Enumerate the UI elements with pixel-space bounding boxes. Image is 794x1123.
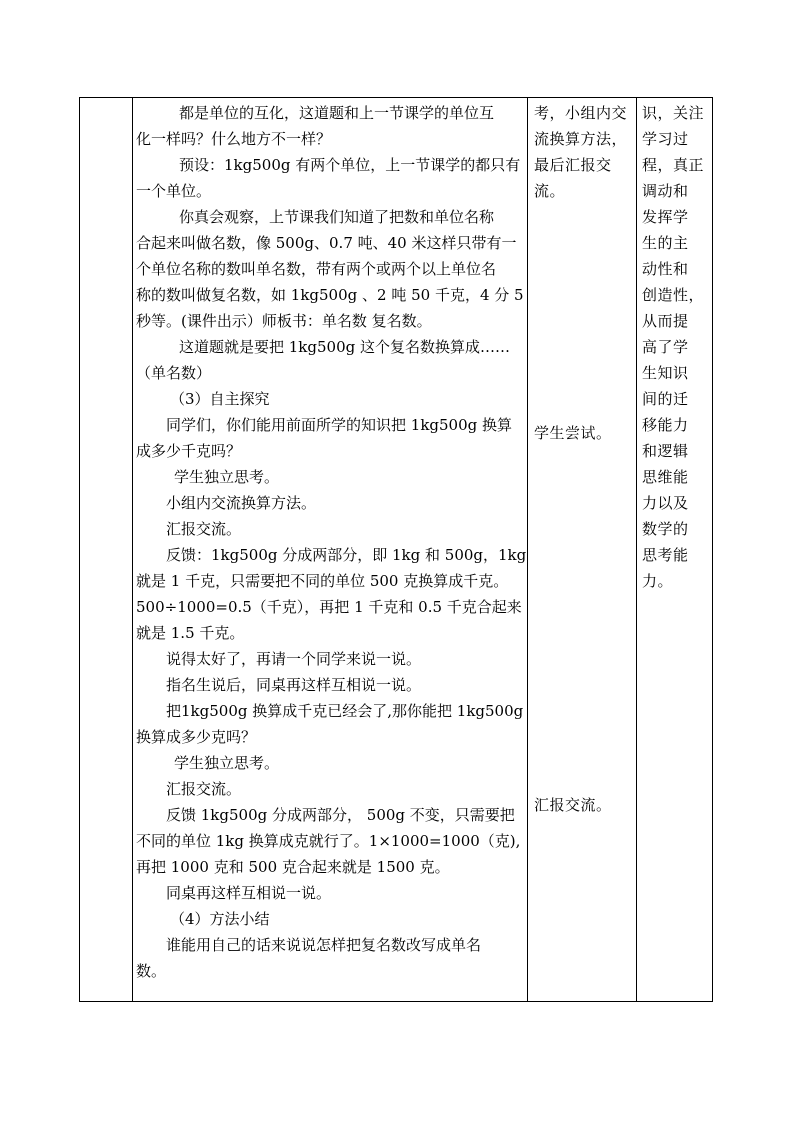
text-line: 识，关注 <box>642 104 705 122</box>
text-line: 这道题就是要把 1kg500g 这个复名数换算成…… <box>179 338 511 356</box>
text-line: 一个单位。 <box>136 182 212 200</box>
text-line: 500÷1000=0.5（千克），再把 1 千克和 0.5 千克合起来 <box>136 598 522 616</box>
text-line: 移能力 <box>642 416 689 434</box>
text-line: 说得太好了，再请一个同学来说一说。 <box>166 650 422 668</box>
text-line: 成多少千克吗？ <box>136 442 242 460</box>
text-line: 流换算方法， <box>534 130 628 148</box>
text-line: 预设：1kg500g 有两个单位，上一节课学的都只有 <box>179 156 521 174</box>
text-line: 汇报交流。 <box>534 796 612 814</box>
text-line: 力以及 <box>642 494 689 512</box>
text-line: 秒等。(课件出示）师板书：单名数 复名数。 <box>136 312 432 330</box>
design-intent-column <box>642 98 712 1001</box>
text-line: 换算成多少克吗？ <box>136 728 257 746</box>
text-line: 学生独立思考。 <box>174 468 280 486</box>
student-activity-column <box>534 98 634 1001</box>
text-line: 同学们，你们能用前面所学的知识把 1kg500g 换算 <box>166 416 513 434</box>
text-line: 和逻辑 <box>642 442 689 460</box>
text-line: 个单位名称的数叫单名数，带有两个或两个以上单位名 <box>136 260 497 278</box>
lesson-table <box>79 97 713 1002</box>
text-line: 就是 1 千克，只需要把不同的单位 500 克换算成千克。 <box>136 572 509 590</box>
text-line: 指名生说后，同桌再这样互相说一说。 <box>166 676 422 694</box>
text-line: （单名数） <box>136 364 212 382</box>
text-line: 间的迁 <box>642 390 689 408</box>
text-line: 小组内交流换算方法。 <box>166 494 317 512</box>
section-heading: （3）自主探究 <box>170 390 270 408</box>
text-line: 调动和 <box>642 182 689 200</box>
blank-column <box>80 98 132 1001</box>
text-line: 再把 1000 克和 500 克合起来就是 1500 克。 <box>136 858 450 876</box>
text-line: 都是单位的互化，这道题和上一节课学的单位互 <box>179 104 495 122</box>
text-line: 反馈：1kg500g 分成两部分，即 1kg 和 500g，1kg <box>166 546 527 564</box>
text-line: 化一样吗？什么地方不一样？ <box>136 130 332 148</box>
text-line: 合起来叫做名数，像 500g、0.7 吨、40 米这样只带有一 <box>136 234 517 252</box>
text-line: 学习过 <box>642 130 689 148</box>
text-line: 从而提 <box>642 312 689 330</box>
text-line: 反馈 1kg500g 分成两部分， 500g 不变，只需要把 <box>166 806 515 824</box>
text-line: 谁能用自己的话来说说怎样把复名数改写成单名 <box>166 936 482 954</box>
text-line: 汇报交流。 <box>166 520 242 538</box>
text-line: 学生独立思考。 <box>174 754 280 772</box>
text-line: 不同的单位 1kg 换算成克就行了。1×1000=1000（克), <box>136 832 521 850</box>
text-line: 高了学 <box>642 338 689 356</box>
text-line: 称的数叫做复名数，如 1kg500g 、2 吨 50 千克，4 分 5 <box>136 286 524 304</box>
text-line: 动性和 <box>642 260 689 278</box>
text-line: 学生尝试。 <box>534 424 612 442</box>
text-line: 生知识 <box>642 364 689 382</box>
column-divider <box>527 98 528 1001</box>
text-line: 思维能 <box>642 468 689 486</box>
text-line: 汇报交流。 <box>166 780 242 798</box>
text-line: 发挥学 <box>642 208 689 226</box>
text-line: 生的主 <box>642 234 689 252</box>
text-line: 程，真正 <box>642 156 705 174</box>
column-divider <box>132 98 133 1001</box>
column-divider <box>636 98 637 1001</box>
text-line: 最后汇报交 <box>534 156 612 174</box>
text-line: 把1kg500g 换算成千克已经会了,那你能把 1kg500g <box>166 702 524 720</box>
section-heading: （4）方法小结 <box>170 910 270 928</box>
text-line: 考，小组内交 <box>534 104 628 122</box>
text-line: 思考能 <box>642 546 689 564</box>
text-line: 流。 <box>534 182 566 200</box>
text-line: 数学的 <box>642 520 689 538</box>
text-line: 就是 1.5 千克。 <box>136 624 245 642</box>
teacher-activity-column <box>136 98 526 1001</box>
text-line: 数。 <box>136 962 167 980</box>
text-line: 同桌再这样互相说一说。 <box>166 884 332 902</box>
text-line: 你真会观察，上节课我们知道了把数和单位名称 <box>179 208 495 226</box>
text-line: 力。 <box>642 572 674 590</box>
text-line: 创造性， <box>642 286 705 304</box>
